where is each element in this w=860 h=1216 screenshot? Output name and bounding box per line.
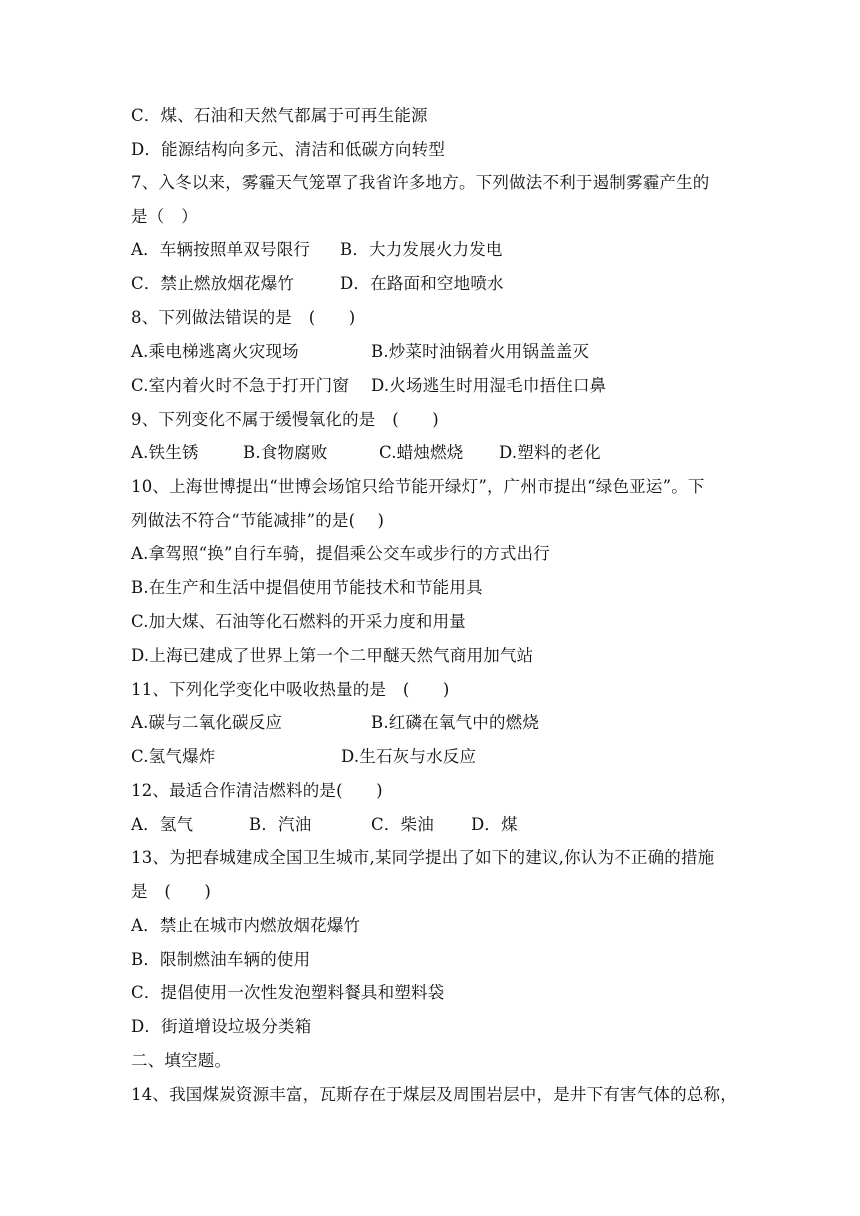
q7-option-b: B．大力发展火力发电	[340, 240, 503, 259]
q10-option-c: C.加大煤、石油等化石燃料的开采力度和用量	[131, 612, 466, 631]
q13-stem-continued: 是 ( )	[131, 882, 212, 901]
section-heading-fill-in: 二、填空题。	[131, 1051, 232, 1070]
q11-option-b: B.红磷在氧气中的燃烧	[371, 713, 540, 732]
q9-option-b: B.食物腐败	[243, 443, 328, 462]
q7-option-d: D．在路面和空地喷水	[340, 274, 504, 293]
q9-option-c: C.蜡烛燃烧	[379, 443, 464, 462]
q8-stem: 8、下列做法错误的是 ( )	[131, 308, 356, 327]
q7-stem-continued: 是（ ）	[131, 207, 198, 226]
q12-option-d: D．煤	[471, 815, 518, 834]
q12-option-b: B．汽油	[249, 815, 312, 834]
q11-option-d: D.生石灰与水反应	[341, 747, 477, 766]
q13-stem: 13、为把春城建成全国卫生城市,某同学提出了如下的建议,你认为不正确的措施	[131, 848, 715, 867]
q10-stem: 10、上海世博提出“世博会场馆只给节能开绿灯”，广州市提出“绿色亚运”。下	[131, 477, 705, 496]
q13-option-b: B．限制燃油车辆的使用	[131, 950, 311, 969]
q8-option-a: A.乘电梯逃离火灾现场	[131, 342, 299, 361]
q12-option-c: C．柴油	[371, 815, 434, 834]
q9-stem: 9、下列变化不属于缓慢氧化的是 ( )	[131, 410, 439, 429]
q7-stem: 7、入冬以来，雾霾天气笼罩了我省许多地方。下列做法不利于遏制雾霾产生的	[131, 173, 710, 192]
q8-option-b: B.炒菜时油锅着火用锅盖盖灭	[371, 342, 590, 361]
q6-option-d: D．能源结构向多元、清洁和低碳方向转型	[131, 140, 446, 159]
q11-option-c: C.氢气爆炸	[131, 747, 216, 766]
q11-option-a: A.碳与二氧化碳反应	[131, 713, 283, 732]
q7-option-c: C．禁止燃放烟花爆竹	[131, 274, 295, 293]
q9-option-a: A.铁生锈	[131, 443, 199, 462]
q13-option-d: D．街道增设垃圾分类箱	[131, 1017, 312, 1036]
q10-option-d: D.上海已建成了世界上第一个二甲醚天然气商用加气站	[131, 646, 534, 665]
q8-option-c: C.室内着火时不急于打开门窗	[131, 376, 350, 395]
q11-stem: 11、下列化学变化中吸收热量的是 ( )	[131, 680, 450, 699]
q9-option-d: D.塑料的老化	[499, 443, 601, 462]
q10-stem-continued: 列做法不符合“节能减排”的是( )	[131, 511, 385, 530]
q13-option-a: A．禁止在城市内燃放烟花爆竹	[131, 916, 361, 935]
q6-option-c: C．煤、石油和天然气都属于可再生能源	[131, 106, 428, 125]
q14-stem: 14、我国煤炭资源丰富，瓦斯存在于煤层及周围岩层中，是井下有害气体的总称，	[131, 1085, 737, 1104]
q13-option-c: C．提倡使用一次性发泡塑料餐具和塑料袋	[131, 983, 445, 1002]
q7-option-a: A．车辆按照单双号限行	[131, 240, 311, 259]
q10-option-b: B.在生产和生活中提倡使用节能技术和节能用具	[131, 578, 483, 597]
q10-option-a: A.拿驾照“换”自行车骑，提倡乘公交车或步行的方式出行	[131, 544, 550, 563]
q8-option-d: D.火场逃生时用湿毛巾捂住口鼻	[371, 376, 607, 395]
q12-option-a: A．氢气	[131, 815, 194, 834]
q12-stem: 12、最适合作清洁燃料的是( )	[131, 781, 383, 800]
